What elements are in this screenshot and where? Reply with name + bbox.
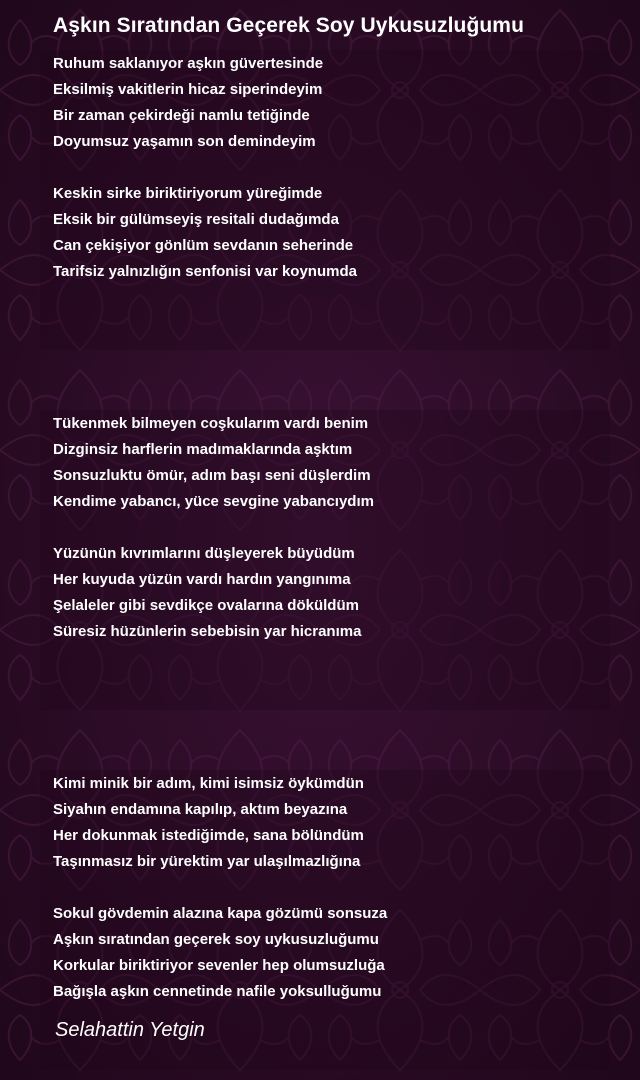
poem-line: Her dokunmak istediğimde, sana bölündüm (53, 827, 364, 844)
poem-line: Eksik bir gülümseyiş resitali dudağımda (53, 211, 339, 228)
poem-line: Can çekişiyor gönlüm sevdanın seherinde (53, 237, 354, 254)
poem-line: Ruhum saklanıyor aşkın güvertesinde (53, 55, 324, 72)
stanza (53, 771, 364, 875)
poem-line: Tarifsiz yalnızlığın senfonisi var koynumda (53, 263, 357, 280)
stanza (53, 901, 387, 1005)
poem-line: Aşkın sıratından geçerek soy uykusuzluğumu (53, 931, 379, 948)
poem-line: Doyumsuz yaşamın son demindeyim (53, 133, 316, 150)
poem-title: Aşkın Sıratından Geçerek Soy Uykusuzluğumu (53, 14, 524, 37)
stanza (53, 181, 357, 285)
poem-line: Sonsuzluktu ömür, adım başı seni düşlerdim (53, 467, 371, 484)
stanza (53, 541, 361, 645)
poem-line: Bir zaman çekirdeği namlu tetiğinde (53, 107, 310, 124)
poem-line: Yüzünün kıvrımlarını düşleyerek büyüdüm (53, 545, 355, 562)
poem-line: Taşınmasız bir yürektim yar ulaşılmazlığına (53, 853, 361, 870)
poem-line: Her kuyuda yüzün vardı hardın yangınıma (53, 571, 351, 588)
poem-line: Sokul gövdemin alazına kapa gözümü sonsuza (53, 905, 388, 922)
poem-line: Keskin sirke biriktiriyorum yüreğimde (53, 185, 323, 202)
stanza (53, 411, 374, 515)
poem-line: Tükenmek bilmeyen coşkularım vardı benim (53, 415, 369, 432)
poem-line: Kimi minik bir adım, kimi isimsiz öykümdün (53, 775, 364, 792)
poem-line: Bağışla aşkın cennetinde nafile yoksulluğumu (53, 983, 382, 1000)
poem-line: Dizginsiz harflerin madımaklarında aşktım (53, 441, 353, 458)
poem-line: Kendime yabancı, yüce sevgine yabancıydım (53, 493, 374, 510)
poem-line: Süresiz hüzünlerin sebebisin yar hicranıma (53, 623, 362, 640)
poem-line: Korkular biriktiriyor sevenler hep olumsuzluğa (53, 957, 385, 974)
poem-line: Siyahın endamına kapılıp, aktım beyazına (53, 801, 348, 818)
poem-line: Şelaleler gibi sevdikçe ovalarına döküldüm (53, 597, 359, 614)
poem-author: Selahattin Yetgin (55, 1019, 205, 1041)
stanza (53, 51, 323, 155)
poem-line: Eksilmiş vakitlerin hicaz siperindeyim (53, 81, 323, 98)
